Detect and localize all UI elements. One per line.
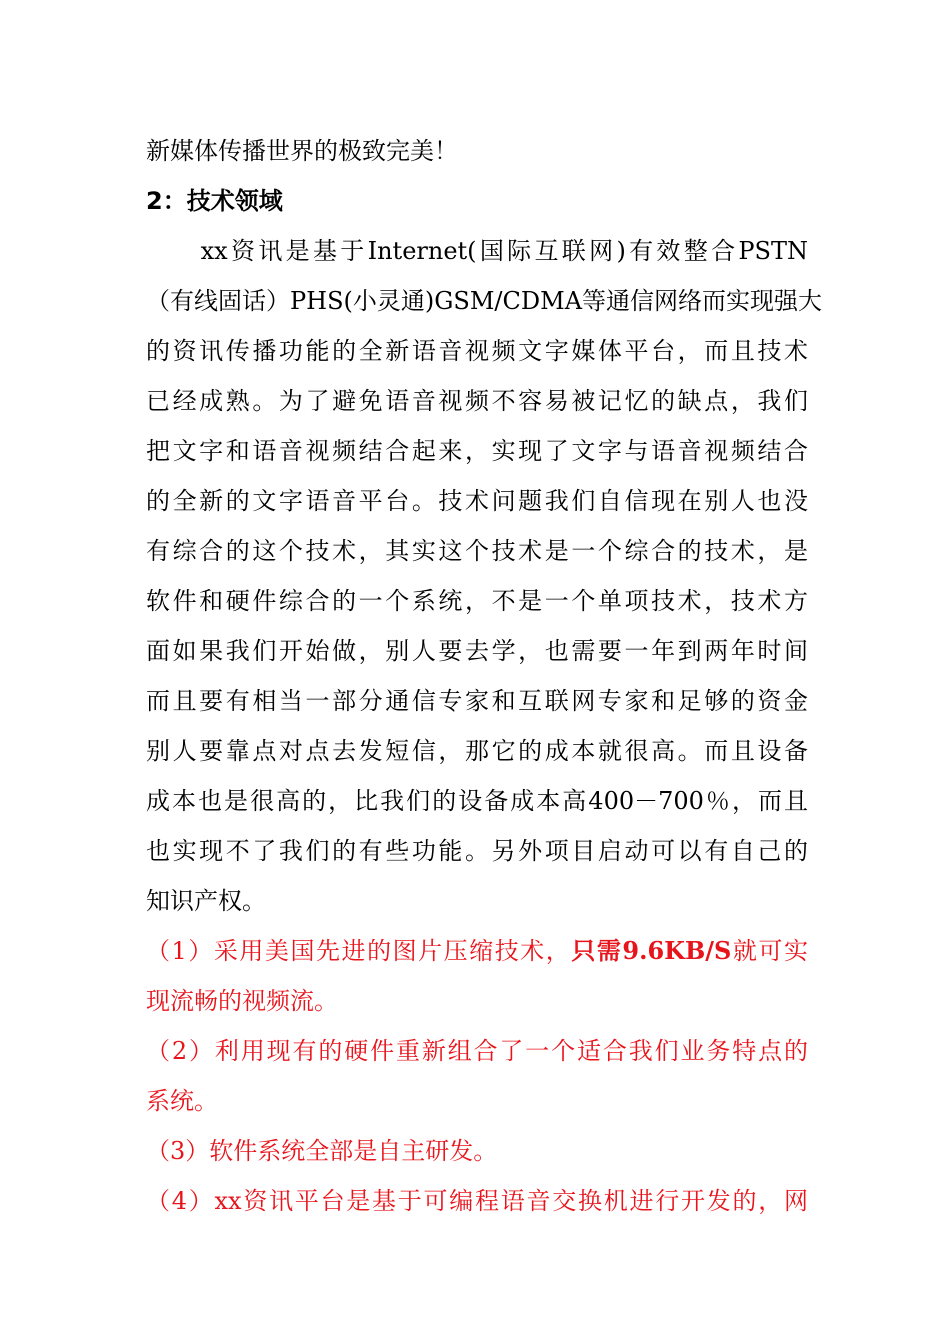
paragraph-line: 别人要靠点对点去发短信，那它的成本就很高。而且设备 (146, 737, 808, 765)
feature-item-1 (146, 926, 808, 976)
paragraph-line: 已经成熟。为了避免语音视频不容易被记忆的缺点，我们 (146, 387, 808, 415)
feature-list (146, 926, 808, 1226)
section-heading: 2：技术领域 (146, 187, 283, 215)
paragraph-line: 把文字和语音视频结合起来，实现了文字与语音视频结合 (146, 437, 808, 465)
feature-item-3: （3）软件系统全部是自主研发。 (146, 1137, 498, 1165)
feature-item-1-prefix: （1）采用美国先进的图片压缩技术， (146, 937, 572, 965)
paragraph-line: 也实现不了我们的有些功能。另外项目启动可以有自己的 (146, 837, 808, 865)
intro-tail-line: 新媒体传播世界的极致完美！ (146, 137, 458, 165)
paragraph-line: 而且要有相当一部分通信专家和互联网专家和足够的资金 (146, 687, 808, 715)
paragraph-line: 软件和硬件综合的一个系统，不是一个单项技术，技术方 (146, 587, 808, 615)
feature-item-4: （4）xx资讯平台是基于可编程语音交换机进行开发的，网 (146, 1187, 808, 1215)
paragraph-line: 成本也是很高的，比我们的设备成本高400－700％，而且 (146, 787, 808, 815)
feature-item-1-continued: 现流畅的视频流。 (146, 987, 338, 1015)
paragraph-line: 面如果我们开始做，别人要去学，也需要一年到两年时间 (146, 637, 808, 665)
paragraph-line: 有综合的这个技术，其实这个技术是一个综合的技术，是 (146, 537, 808, 565)
technology-paragraph (146, 226, 823, 926)
paragraph-line: xx资讯是基于Internet(国际互联网)有效整合PSTN (146, 237, 808, 265)
document-body (146, 126, 823, 1226)
paragraph-line: （有线固话）PHS(小灵通)GSM/CDMA等通信网络而实现强大 (146, 287, 823, 315)
paragraph-line: 的全新的文字语音平台。技术问题我们自信现在别人也没 (146, 487, 808, 515)
feature-item-2: （2）利用现有的硬件重新组合了一个适合我们业务特点的 (146, 1037, 808, 1065)
feature-item-1-suffix: 就可实 (731, 937, 808, 965)
paragraph-line: 知识产权。 (146, 887, 266, 915)
feature-item-2-continued: 系统。 (146, 1087, 218, 1115)
paragraph-line: 的资讯传播功能的全新语音视频文字媒体平台，而且技术 (146, 337, 808, 365)
feature-item-1-bold: 只需9.6KB/S (571, 936, 732, 965)
